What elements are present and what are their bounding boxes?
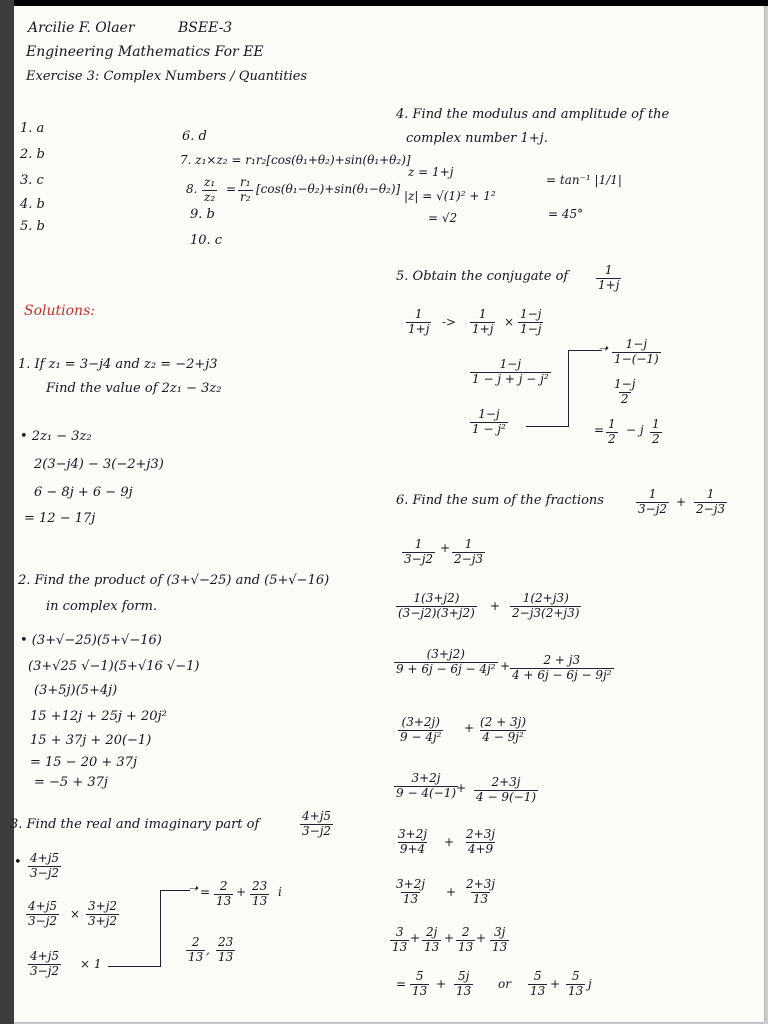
left-edge bbox=[0, 0, 14, 1024]
answer-8-ratio: $\frac{\text{r₁}}{\text{r₂}}$ bbox=[240, 175, 251, 204]
problem-6-line-8-plus-1: + bbox=[410, 931, 421, 945]
problem-3-multiplier: $\frac{3+j2}{3+j2}$ bbox=[88, 899, 118, 928]
problem-2-result: = −5 + 37j bbox=[34, 775, 108, 790]
problem-6-line-5-plus: + bbox=[456, 781, 467, 795]
problem-6-result-term-2: $\frac{5j}{13}$ bbox=[456, 969, 472, 998]
problem-2-step-2: (3+√25 √−1)(5+√16 √−1) bbox=[28, 659, 200, 674]
problem-6-result-j: j bbox=[588, 977, 592, 991]
problem-3-result-imag: $\frac{23}{13}$ bbox=[252, 879, 268, 908]
problem-2-step-4: 15 +12j + 25j + 20j² bbox=[30, 709, 167, 724]
answer-8-rest: [cos(θ₁−θ₂)+sin(θ₁−θ₂)] bbox=[256, 182, 401, 196]
problem-6-question-plus: + bbox=[676, 495, 687, 509]
problem-5-step-4: $\frac{1-j}{1-(-1)}$ bbox=[614, 337, 659, 366]
problem-4-step-1: z = 1+j bbox=[408, 165, 454, 179]
arrow-icon: ➝ bbox=[598, 341, 609, 355]
problem-4-question-line1: 4. Find the modulus and amplitude of the bbox=[396, 107, 670, 122]
problem-6-question-fraction-1: $\frac{1}{3-j2}$ bbox=[638, 487, 668, 516]
problem-3-imaginary-part: $\frac{23}{13}$ bbox=[218, 935, 234, 964]
answer-6: 6. d bbox=[182, 129, 207, 144]
student-section: BSEE-3 bbox=[178, 20, 233, 36]
answer-8-fraction: $\frac{\text{z₁}}{\text{z₂}}$ bbox=[204, 175, 216, 204]
problem-6-line-2-a: $\frac{1(3+j2)}{(3-j2)(3+j2)}$ bbox=[398, 591, 475, 620]
problem-6-result-term-3: $\frac{5}{13}$ bbox=[530, 969, 546, 998]
answer-8-prefix: 8. bbox=[186, 182, 198, 196]
answer-8-equals: = bbox=[226, 182, 237, 196]
problem-6-line-7-plus: + bbox=[446, 885, 457, 899]
problem-5-connector-top bbox=[568, 350, 602, 351]
answer-4: 4. b bbox=[20, 197, 45, 212]
problem-6-line-8-plus-2: + bbox=[444, 931, 455, 945]
problem-6-line-7-a: $\frac{3+2j}{13}$ bbox=[396, 877, 426, 906]
problem-1-step-1: • 2z₁ − 3z₂ bbox=[20, 429, 92, 444]
problem-5-result-real: $\frac{1}{2}$ bbox=[608, 417, 616, 446]
problem-6-result-term-4: $\frac{5}{13}$ bbox=[568, 969, 584, 998]
problem-6-result-or: or bbox=[498, 977, 511, 991]
problem-5-step-5: $\frac{1-j}{2}$ bbox=[614, 377, 636, 406]
problem-6-line-2-b: $\frac{1(2+j3)}{2-j3(2+j3)}$ bbox=[512, 591, 580, 620]
problem-6-result-term-1: $\frac{5}{13}$ bbox=[412, 969, 428, 998]
problem-5-step-1: $\frac{1}{1+j}$ bbox=[408, 307, 430, 336]
problem-5-step-2: $\frac{1-j}{\text{1 − j + j − j²}}$ bbox=[472, 357, 549, 386]
problem-6-line-6-a: $\frac{3+2j}{9+4}$ bbox=[398, 827, 428, 856]
problem-6-line-6-b: $\frac{2+3j}{4+9}$ bbox=[466, 827, 496, 856]
problem-5-result-imag: $\frac{1}{2}$ bbox=[652, 417, 660, 446]
answer-5: 5. b bbox=[20, 219, 45, 234]
problem-6-question-fraction-2: $\frac{1}{2-j3}$ bbox=[696, 487, 726, 516]
problem-6-line-8-term-4: $\frac{3j}{13}$ bbox=[492, 925, 508, 954]
answer-1: 1. a bbox=[20, 121, 45, 136]
problem-1-question-line1: 1. If z₁ = 3−j4 and z₂ = −2+j3 bbox=[18, 357, 218, 372]
problem-2-step-1: • (3+√−25)(5+√−16) bbox=[20, 633, 162, 648]
problem-3-fraction: $\frac{4+j5}{3-j2}$ bbox=[30, 851, 60, 880]
problem-6-line-6-plus: + bbox=[444, 835, 455, 849]
problem-6-line-3-plus: + bbox=[500, 659, 511, 673]
problem-4-question-line2: complex number 1+j. bbox=[406, 131, 548, 146]
arrow-icon: ➝ bbox=[188, 881, 199, 895]
answer-9: 9. b bbox=[190, 207, 215, 222]
problem-3-result-plus: + bbox=[236, 885, 247, 899]
problem-3-result-i: i bbox=[278, 885, 282, 899]
problem-5-result-equals: = bbox=[594, 423, 605, 437]
answer-7: 7. z₁×z₂ = r₁r₂[cos(θ₁+θ₂)+sin(θ₁+θ₂)] bbox=[180, 153, 411, 167]
problem-6-result-plus-1: + bbox=[436, 977, 447, 991]
answer-10: 10. c bbox=[190, 233, 223, 248]
answer-2: 2. b bbox=[20, 147, 45, 162]
problem-2-step-5: 15 + 37j + 20(−1) bbox=[30, 733, 152, 748]
problem-5-step-1b: $\frac{1}{1+j}$ bbox=[472, 307, 494, 336]
problem-6-line-7-b: $\frac{2+3j}{13}$ bbox=[466, 877, 496, 906]
problem-6-line-1-a: $\frac{1}{3-j2}$ bbox=[404, 537, 434, 566]
problem-1-step-3: 6 − 8j + 6 − 9j bbox=[34, 485, 133, 500]
problem-6-result-equals: = bbox=[396, 977, 407, 991]
problem-6-line-4-b: $\frac{(2 + 3j)}{\text{4 − 9j²}}$ bbox=[480, 715, 527, 744]
problem-3-connector bbox=[108, 966, 160, 967]
top-edge bbox=[0, 0, 768, 6]
problem-6-line-3-b: $\frac{2 + j3}{\text{4 + 6j − 6j − 9j²}}$ bbox=[512, 653, 612, 682]
student-name: Arcilie F. Olaer bbox=[28, 20, 135, 36]
problem-6-line-1-b: $\frac{1}{2-j3}$ bbox=[454, 537, 484, 566]
problem-3-result-equals: = bbox=[200, 885, 211, 899]
problem-6-line-5-b: $\frac{2+3j}{4 - 9(-1)}$ bbox=[476, 775, 537, 804]
problem-3-comma: , bbox=[206, 943, 210, 957]
problem-6-line-5-a: $\frac{3+2j}{9 - 4(-1)}$ bbox=[396, 771, 457, 800]
problem-6-line-3-a: $\frac{(3+j2)}{\text{9 + 6j − 6j − 4j²}}$ bbox=[396, 647, 496, 676]
problem-1-result: = 12 − 17j bbox=[24, 511, 96, 526]
exercise-title: Exercise 3: Complex Numbers / Quantities bbox=[26, 69, 308, 84]
problem-3-connector-top bbox=[160, 890, 190, 891]
problem-6-line-8-term-2: $\frac{2j}{13}$ bbox=[424, 925, 440, 954]
solutions-label: Solutions: bbox=[24, 303, 95, 319]
problem-5-question-fraction: $\frac{1}{1+j}$ bbox=[598, 263, 620, 292]
problem-4-amplitude-result: = 45° bbox=[548, 207, 584, 221]
problem-3-connector-vertical bbox=[160, 890, 161, 967]
problem-6-question: 6. Find the sum of the fractions bbox=[396, 493, 604, 508]
problem-3-times: × bbox=[70, 907, 81, 921]
problem-3-question: 3. Find the real and imaginary part of bbox=[10, 817, 260, 832]
problem-6-line-8-plus-3: + bbox=[476, 931, 487, 945]
problem-2-question-line1: 2. Find the product of (3+√−25) and (5+√−16) bbox=[18, 573, 330, 588]
answer-3: 3. c bbox=[20, 173, 44, 188]
problem-2-question-line2: in complex form. bbox=[46, 599, 158, 614]
problem-2-step-6: = 15 − 20 + 37j bbox=[30, 755, 137, 770]
problem-3-question-fraction: $\frac{4+j5}{3-j2}$ bbox=[302, 809, 332, 838]
problem-6-line-1-plus: + bbox=[440, 541, 451, 555]
problem-5-conjugate-multiplier: $\frac{1-j}{1-j}$ bbox=[520, 307, 542, 336]
problem-3-step-2-fraction: $\frac{4+j5}{3-j2}$ bbox=[30, 949, 60, 978]
problem-4-modulus-result: = √2 bbox=[428, 211, 458, 225]
problem-3-result-real: $\frac{2}{13}$ bbox=[216, 879, 232, 908]
problem-6-result-plus-2: + bbox=[550, 977, 561, 991]
problem-5-question: 5. Obtain the conjugate of bbox=[396, 269, 569, 284]
problem-6-line-4-a: $\frac{(3+2j)}{\text{9 − 4j²}}$ bbox=[400, 715, 442, 744]
problem-6-line-8-term-3: $\frac{2}{13}$ bbox=[458, 925, 474, 954]
problem-4-amplitude: = tan⁻¹ |1/1| bbox=[546, 173, 622, 187]
problem-6-line-8-term-1: $\frac{3}{13}$ bbox=[392, 925, 408, 954]
problem-4-modulus: |z| = √(1)² + 1² bbox=[404, 189, 496, 203]
course-title: Engineering Mathematics For EE bbox=[26, 44, 264, 60]
problem-5-step-3: $\frac{1-j}{\text{1 − j²}}$ bbox=[472, 407, 506, 436]
problem-5-result-minus: − j bbox=[626, 423, 644, 437]
problem-3-bullet: • bbox=[14, 855, 22, 870]
problem-1-question-line2: Find the value of 2z₁ − 3z₂ bbox=[46, 381, 222, 396]
problem-3-step-fraction: $\frac{4+j5}{3-j2}$ bbox=[28, 899, 58, 928]
problem-5-connector-vertical bbox=[568, 350, 569, 427]
problem-2-step-3: (3+5j)(5+4j) bbox=[34, 683, 118, 698]
problem-3-times-one: × 1 bbox=[80, 957, 102, 971]
problem-3-real-part: $\frac{2}{13}$ bbox=[188, 935, 204, 964]
problem-5-arrow: -> bbox=[442, 315, 457, 329]
problem-5-connector bbox=[526, 426, 568, 427]
problem-5-times: × bbox=[504, 315, 515, 329]
problem-6-line-2-plus: + bbox=[490, 599, 501, 613]
problem-1-step-2: 2(3−j4) − 3(−2+j3) bbox=[34, 457, 164, 472]
problem-6-line-4-plus: + bbox=[464, 721, 475, 735]
